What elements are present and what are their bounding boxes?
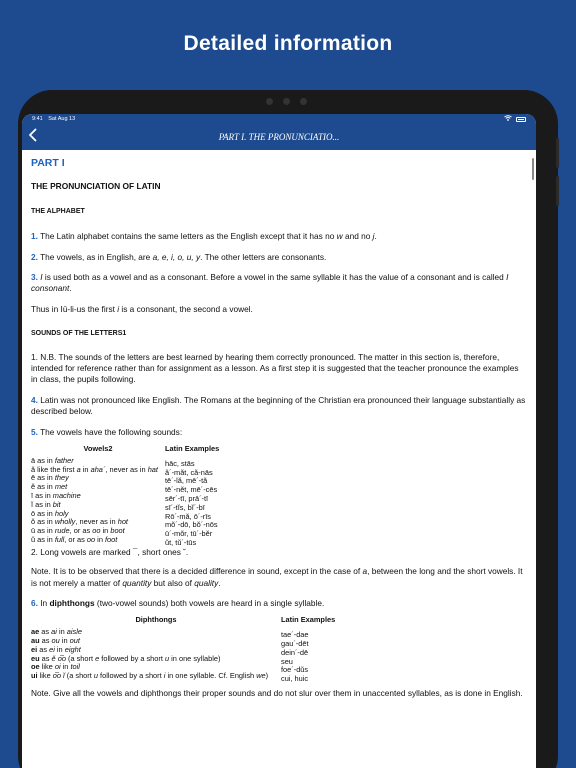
sounds-subheading: SOUNDS OF THE LETTERS1	[31, 330, 127, 338]
example-cell: ŭt, tŭ´-tūs	[165, 538, 197, 548]
status-bar	[22, 114, 536, 124]
diphthong-cell: eu as ĕ o͞o (a short e followed by a short u in one syllable)	[31, 653, 221, 663]
vowel-cell: ă like the first a in aha´, never as in hat	[31, 464, 158, 474]
paragraph-number-link[interactable]: 1.	[31, 231, 38, 242]
example-cell: hāc, stās	[165, 458, 195, 468]
long-vowels-note: 2. Long vowels are marked ¯, short ones ˘.	[31, 546, 189, 557]
vowel-cell: ā as in father	[31, 455, 74, 465]
volume-button	[556, 176, 559, 206]
status-time: 9:41	[32, 116, 43, 122]
diphthongs-table	[31, 615, 471, 684]
slur-note: Note. Give all the vowels and diphthongs their proper sounds and do not slur over them in unaccented syllables, as is done in English.	[31, 688, 523, 699]
section-heading: THE PRONUNCIATION OF LATIN	[31, 181, 161, 192]
table-row	[31, 628, 471, 637]
article-content	[22, 150, 536, 699]
diphthong-cell: au as ou in out	[31, 636, 80, 646]
wifi-icon	[504, 115, 512, 123]
vowel-cell: ĕ as in met	[31, 482, 68, 492]
status-date: Sat Aug 13	[48, 116, 76, 122]
paragraph-1: 1. The Latin alphabet contains the same letters as the English except that it has no w and no j.	[31, 231, 377, 242]
paragraph-3: 3. I is used both as a vowel and as a consonant. Before a vowel in the same syllable it has the value of a consonant and is called I consonant.	[31, 272, 509, 294]
back-chevron-icon[interactable]	[28, 128, 42, 146]
vowel-cell: ĭ as in bit	[31, 499, 61, 509]
nav-title: PART I. THE PRONUNCIATIO...	[218, 132, 340, 142]
example-cell: sī´-tĭs, bĭ´-bī	[165, 502, 205, 512]
nb-paragraph: 1. N.B. The sounds of the letters are best learned by hearing them correctly pronounced. The matter in this section is, therefore, intended for reference rather than for assignment as a lesson. As a first step it is suggested that the teacher pronounce the examples in class, the pupils following.	[31, 351, 519, 385]
scroll-indicator[interactable]	[532, 158, 534, 180]
navigation-bar	[22, 124, 536, 150]
vowel-cell: ī as in machine	[31, 491, 81, 501]
vowel-cell: ū as in rude, or as oo in boot	[31, 526, 125, 536]
example-cell: sēr´-tī, prā´-tī	[165, 494, 209, 504]
example-cell: cui, huic	[281, 674, 309, 684]
example-cell: seu	[281, 656, 293, 666]
alphabet-subheading: THE ALPHABET	[31, 207, 85, 215]
camera-lens-icon	[283, 98, 290, 105]
examples-column-header: Latin Examples	[165, 444, 220, 454]
paragraph-number-link[interactable]: 3.	[31, 272, 38, 283]
diphthong-cell: oe like oi in toil	[31, 662, 80, 672]
paragraph-2: 2. The vowels, as in English, are a, e, i, o, u, y. The other letters are consonants.	[31, 251, 327, 262]
paragraph-3-example: Thus in Iū-li-us the first i is a consonant, the second a vowel.	[31, 303, 253, 314]
part-title: PART I	[31, 157, 65, 169]
paragraph-number-link[interactable]: 4.	[31, 394, 38, 405]
vowel-cell: ē as in they	[31, 473, 69, 483]
diphthong-cell: ae as ai in aisle	[31, 627, 82, 637]
vowel-cell: ō as in holy	[31, 508, 69, 518]
vowel-cell: ŭ as in full, or as oo in foot	[31, 535, 118, 545]
paragraph-number-link[interactable]: 2.	[31, 251, 38, 262]
paragraph-6: 6. In diphthongs (two-vowel sounds) both vowels are heard in a single syllable.	[31, 598, 325, 609]
camera-lens-icon	[300, 98, 307, 105]
example-cell: foe´-dŭs	[281, 665, 309, 675]
vowels-column-header: Vowels2	[83, 444, 113, 454]
paragraph-4: 4. Latin was not pronounced like English. The Romans at the beginning of the Christian era pronounced their language substantially as described below.	[31, 394, 526, 417]
paragraph-number-link[interactable]: 6.	[31, 598, 38, 609]
diphthongs-column-header: Diphthongs	[135, 615, 177, 625]
table-row	[31, 536, 219, 545]
example-cell: tae´-dae	[281, 630, 309, 640]
diph-examples-column-header: Latin Examples	[281, 615, 336, 625]
battery-icon	[516, 117, 526, 122]
quality-note: Note. It is to be observed that there is a decided difference in sound, except in the case of a, between the long and the short vowels. It is not merely a matter of quantity but also of quality.	[31, 566, 523, 588]
paragraph-number-link[interactable]: 5.	[31, 426, 38, 437]
example-cell: dein´-dē	[281, 647, 309, 657]
vowel-cell: ŏ as in wholly, never as in hot	[31, 517, 128, 527]
vowels-table	[31, 444, 220, 548]
promo-headline: Detailed information	[183, 32, 393, 55]
camera-cluster	[266, 97, 307, 105]
diphthong-cell: ei as ei in eight	[31, 644, 81, 654]
example-cell: ă´-măt, că-nās	[165, 467, 213, 477]
volume-button	[556, 138, 559, 168]
diphthong-cell: ui like o͞o ĭ (a short u followed by a short i in one syllable. Cf. English we)	[31, 671, 269, 681]
camera-lens-icon	[266, 98, 273, 105]
paragraph-5: 5. The vowels have the following sounds:	[31, 426, 183, 437]
example-cell: ū´-mŏr, tū´-bĕr	[165, 529, 213, 539]
example-cell: Rō´-mă, ō´-rīs	[165, 511, 211, 521]
example-cell: mŏ´-dō, bŏ´-nōs	[165, 520, 218, 530]
example-cell: tē´-nĕt, mē´-cēs	[165, 485, 218, 495]
app-screen	[22, 114, 536, 768]
example-cell: tē´-lă, mē´-tă	[165, 476, 208, 486]
example-cell: gau´-dēt	[281, 639, 309, 649]
